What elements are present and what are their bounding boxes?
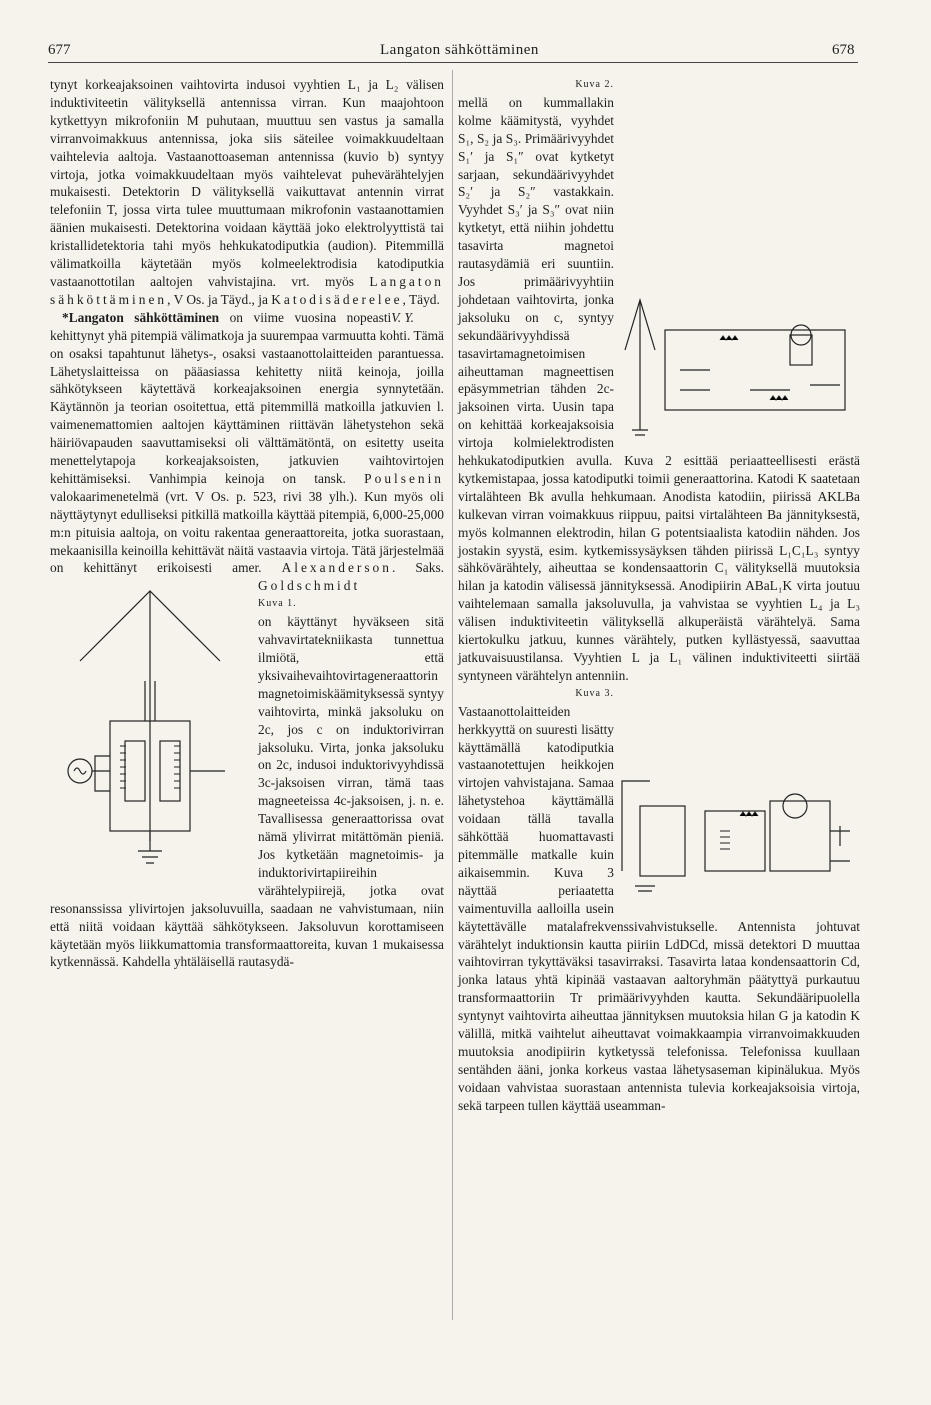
page-number-right: 678 [832,42,855,58]
signature: V. Y. [391,309,414,325]
column-divider [452,70,453,1320]
page-number-left: 677 [48,42,71,58]
left-column: tynyt korkeajaksoinen vaihtovirta indusoi vyyhtien L₁ ja L₂ välisen induktiviteetin välityksellä antennissa virran. Kun maajohtoon kytkettyyn mikrofoniin M puhutaan, muuttuu sen vastus ja samalla virranvoimakkuus antennissa, joka siis säteilee voimakkuudeltaan vaihtelevia aaltoja. Vastaanottoaseman antennissa (kuvio b) syntyy virtoja, jotka voimakkuudeltaan myös vaihtelevat puhevärähtelyjen mukaisesti. Detektorin D välityksellä vaikuttavat antennin virrat telefoniin T, jossa virta tulee muuttumaan mikrofonin vastaanottamien äänien mukaisesti. Detektorina voidaan käyttää joko elektrolyyttistä tai kristallidetektoria tahi myös hehkukatodiputkia (audion). Pitemmillä välimatkoilla käytetään myös kolmeelektrodisia katodiputkia vastaanottotilan aaltojen vahvistajina. vrt. myös Langaton sähköttäminen, V Os. ja Täyd., ja Katodisäderelee, Täyd. V. Y. *Langaton sähköttäminen on viime vuosina nopeasti kehittynyt yhä pitempiä välimatkoja ja suurempaa varmuutta kohti. Tämä on osaksi tapahtunut lähetys-, osaksi vastaanottolaitteiden parantuessa. Lähetyslaitteissa on pääasiassa kehitetty niitä keinoja, joilla sähkötykseen käytettävä korkeajaksoinen energia synnytetään. Käytännön ja teorian osoitettua, että pitemmillä matkoilla jatkuvien l. vaimenemattomien aaltojen käyttäminen riittävän lähetystehon sekä häiriövapauden saavuttamiseksi oli välttämätöntä, on esitetty useita menettelytapoja korkeajaksoisten, jatkuvien vaihtovirtojen kehittämiseksi. Vanhimpia keinoja on tansk. Poulsenin valokaarimenetelmä (vrt. V Os. p. 523, rivi 38 ylh.). Kun myös oli näyttäytynyt edulliseksi pitkillä matkoilla käyttää pitempiä, 6,000-25,000 m:n pituisia aaltoja, on voitu rakentaa generaattoreita, jotka suorastaan, mekaanisilla keinoilla kehittävät näitä vastaavia virtoja. Tätä järjestelmää on kehittänyt erikoisesti amer. Alexanderson. Saks. Goldschmidt Kuva 1. on käyttänyt hyväkseen sitä vahvavirtatekniikasta tunnettua ilmiötä, että yksivaihevaihtovirtageneraattorin magnetoimiskäämityksessä syntyy vaihtovirta, minkä jaksoluku on 2c, jos c on induktorivirran jaksoluku. Virta, jonka jaksoluku on 2c, indusoi induktorivyyhdissä 3c-jaksoisen virran, tämä taas magneeteissa 4c-jaksoisen, j. n. e. Tavallisessa generaattorissa ovat nämä ylivirrat mitättömän pieniä. Jos kytketään magnetoimis- ja induktorivirtapiireihin värähtelypiirejä, jotka ovat resonanssissa ylivirtojen jaksoluvuilla, saadaan ne vahvistumaan, niin että niitä voidaan käyttää sähkötykseen. Jaksoluvun korottamiseen käytetään myös liikkumattomia transformaattoreita, kuvan 1 mukaisessa kytkennässä. Kahdella yhtäläisellä rautasydä- [50,77,444,970]
left-paragraph-1: tynyt korkeajaksoinen vaihtovirta indusoi vyyhtien L₁ ja L₂ välisen induktiviteetin välityksellä antennissa virran. Kun maajohtoon kytkettyyn mikrofoniin M puhutaan, muuttuu sen vastus ja samalla virranvoimakkuus antennissa, joka siis säteilee voimakkuudeltaan vaihtelevia aaltoja. Vastaanottoaseman antennissa (kuvio b) syntyy virtoja, jotka voimakkuudeltaan myös vaihtelevat puhevärähtelyjen mukaisesti. Detektorin D välityksellä vaikuttavat antennin virrat telefoniin T, jossa virta tulee muuttumaan mikrofonin vastaanottamien äänien mukaisesti. Detektorina voidaan käyttää joko elektrolyyttistä tai kristallidetektoria tahi myös hehkukatodiputkia (audion). Pitemmillä välimatkoilla käytetään myös kolmeelektrodisia katodiputkia vastaanottotilan aaltojen vahvistajina. vrt. myös Langaton sähköttäminen, V Os. ja Täyd., ja Katodisäderelee, Täyd. V. Y. [50,77,444,325]
figure-2 [620,290,860,440]
left-paragraph-2: *Langaton sähköttäminen on viime vuosina nopeasti kehittynyt yhä pitempiä välimatkoja ja suurempaa varmuutta kohti. Tämä on osaksi tapahtunut lähetys-, osaksi vastaanottolaitteiden parantuessa. Lähetyslaitteissa on pääasiassa kehitetty niitä keinoja, joilla sähkötykseen käytettävä korkeajaksoinen energia synnytetään. Käytännön ja teorian osoitettua, että pitemmillä matkoilla jatkuvien l. vaimenemattomien aaltojen käyttäminen riittävän lähetystehon sekä häiriövapauden saavuttamiseksi oli välttämätöntä, on esitetty useita menettelytapoja korkeajaksoisten, jatkuvien vaihtovirtojen kehittämiseksi. Vanhimpia keinoja on tansk. Poulsenin valokaarimenetelmä (vrt. V Os. p. 523, rivi 38 ylh.). Kun myös oli näyttäytynyt edulliseksi pitkillä matkoilla käyttää pitempiä, 6,000-25,000 m:n pituisia aaltoja, on voitu rakentaa generaattoreita, jotka suorastaan, mekaanisilla keinoilla kehittävät näitä vastaavia virtoja. Tätä järjestelmää on kehittänyt erikoisesti amer. Alexanderson. Saks. Goldschmidt [50,309,444,596]
running-title: Langaton sähköttäminen [380,42,539,58]
fig1-diagram [50,581,250,881]
fig2-diagram [620,290,860,440]
right-column: Kuva 2. mellä on kummallakin kolme käämitystä, vyyhdet S₁, S₂ ja S₃. Primäärivyyhdet S₁′ ja S₁″ ovat kytketyt sarjaan, sekundäärivyyhdet S₂′ ja S₂″ vastakkain. Vyyhdet S₃′ ja S₃″ ovat niin kytketyt, että niihin johdettu tasavirta magnetoi rautasydämiä eri suuntiin. Jos primäärivyyhtiin johdetaan vaihtovirta, jonka jaksoluku on c, syntyy sekundäärivyyhdissä tasavirtamagnetoimisen aiheuttaman magneettisen epäsymmetrian tähden 2c-jaksoinen virta. Uusin tapa on kehittää korkeajaksoisia virtoja kolmielektrodisten hehkukatodiputkien avulla. Kuva 2 esittää periaatteellisesti erästä kytkemistapaa, jossa katodiputki toimii generaattorina. Katodi K saatetaan virtalähteen Bk avulla hehkumaan. Anodista katodiin, piirissä AKLBa kulkevan virran voimakkuus riippuu, paitsi virtalähteen Ba jännityksestä, myös kolmannen elektrodin, hilan G potentsiaalista katodiin nähden. Jos jostakin syystä, esim. kytkemissysäyksen tähden piirissä L₁C₁L₃ syntyy sähkövärähtely, aiheuttaa se kondensaattorin C₁ välityksellä muutoksia hilan ja katodin välisessä jännityksessä. Anodipiirin ABaL₁K virta joutuu vaihtelemaan samalla jaksoluvulla, ja vahvistaa se vyyhtien L₄ ja L₃ välisen induktiviteetin välityksellä alkuperäistä värähtelyä. Sama kiertokulku jatkuu, kunnes värähtely, putken kyllästyessä, saavuttaa jatkuvaisuustilansa. Vyyhtien L ja L₁ välinen induktiviteetti siirtää syntyneen värähtelyn antenniin. Kuva 3. Vastaanottolaitteiden herkkyyttä on suuresti lisätty käyttämällä katodiputkia vastaanotettujen heikkojen virtojen vahvistajana. Samaa lähetystehoa käyttämällä voidaan tällä tavalla sähköttää huomattavasti pitemmälle matkalle kuin aikaisemmin. Kuva 3 näyttää periaatetta vaimentuvilla aalloilla usein käytettävälle matalafrekvenssivahvistukselle. Antennista johtuvat värähtelyt induktionsin kautta piiriin LdDCd, missä detektori D muuttaa vaihtovirran tykyttäväksi tasavirraksi. Tasavirta lataa kondensaattorin Cd, jonka lataus yhtä kipinää vastaavan aaltoryhmän päätyttyä purkautuu transformaattoriin Tr primäärivyyhden kautta. Sekundääripuolella syntynyt vaihtovirta aiheuttaa jännityksen muutoksia hilan G ja katodin K välillä, mitkä vaihtelut aiheuttavat voimakkaampia virranvoimakkuuden muutoksia anodipiirin kytketyssä telefonissa. Telefonissa kuullaan sentähden ääni, jonka korkeus vastaa lähetysaseman kipinälukua. Myös voidaan vahvistaa suorastaan antennista tulevia korkeajaksoisia virtoja, sekä tarpeen tullen käyttää useamman- [458,76,860,1115]
figure-3 [620,771,860,911]
fig2-caption: Kuva 2. [575,79,614,90]
fig3-diagram [620,771,860,911]
header-rule [48,62,858,63]
fig1-caption: Kuva 1. [258,598,297,610]
fig3-caption: Kuva 3. [575,687,614,699]
figure-1 [50,581,250,881]
